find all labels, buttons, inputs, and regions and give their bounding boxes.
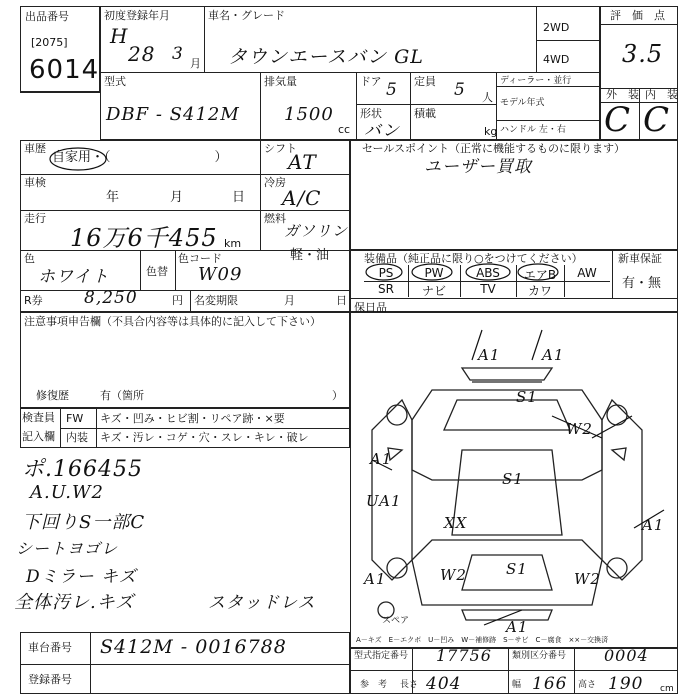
model-label: 型式 [104,75,126,88]
notes-label: 注意事項申告欄（不具合内容等は具体的に記入して下さい） [24,315,321,328]
warranty-options: 有・無 [622,276,662,291]
recycle-label: R券 [24,294,43,307]
damage-mark: S1 [502,470,524,488]
displacement-value: 1500 [284,104,334,125]
car-name-value: タウンエースバン GL [228,46,424,68]
recycle-unit: 円 [172,294,183,307]
recycle-value: 8,250 [84,288,138,308]
exterior-grade: C [604,100,632,140]
damage-mark: W2 [574,570,601,588]
drive-4wd: 4WD [543,53,570,66]
name-change-month: 月 [284,294,295,307]
first-reg-label: 初度登録年月 [104,9,170,22]
inspection-label: 車検 [24,176,46,189]
equip-ps: PS [378,266,394,280]
equip-pw: PW [424,266,444,280]
damage-mark: XX [444,514,468,532]
type-designation-value: 17756 [436,646,492,665]
ref-label: 参 考 [360,680,388,690]
shift-value: AT [288,150,317,174]
dealer-label: ディーラー・並行 [500,76,572,86]
inspection-day-unit: 日 [232,190,246,205]
class-label: 類別区分番号 [512,651,567,661]
height-value: 190 [608,674,644,694]
handle-label: ハンドル 左・右 [500,125,566,135]
width-value: 166 [532,674,568,694]
inspector-label-top: 検査員 [22,411,55,424]
chassis-value: S412M - 0016788 [100,636,287,658]
interior-label: 内 装 [645,88,678,101]
color-change-label: 色替 [146,265,168,278]
reg-label: 登録番号 [28,673,72,686]
equipment-label: 装備品（純正品に限り○をつけてください） [364,252,583,265]
capacity-unit: 人 [482,91,493,104]
equip-sr: SR [378,282,394,296]
fuel-value: ガソリン [284,222,349,240]
storage-date-label: 保日品 [354,301,387,314]
inspection-month-unit: 月 [170,190,184,205]
name-change-label: 名変期限 [194,294,238,307]
shape-label: 形状 [360,107,382,120]
displacement-label: 排気量 [264,75,297,88]
aircon-value: A/C [282,186,322,210]
first-reg-month-unit: 月 [190,57,201,70]
usage-circle [48,146,110,172]
height-label: 高さ [578,680,597,690]
damage-mark: A1 [370,450,393,468]
damage-mark: W2 [566,420,593,438]
lot-number-box [20,6,100,92]
selling-points-label: セールスポイント（正常に機能するものに限ります） [362,142,626,155]
inspector-label-bottom: 記入欄 [22,430,55,443]
class-value: 0004 [604,646,649,665]
capacity-label: 定員 [414,75,436,88]
load-label: 積載 [414,107,436,120]
width-label: 幅 [512,680,522,690]
damage-mark: A1 [542,346,565,364]
equip-airbag: エアB [523,268,557,282]
remark-line: 全体汚レ.キズ [14,592,135,613]
color-value: ホワイト [38,267,110,287]
lot-code: [2075] [31,36,68,49]
equipment-circles [360,262,560,284]
damage-mark: A1 [478,346,501,364]
score-value: 3.5 [622,40,664,68]
remark-line: A.U.W2 [30,482,104,503]
damage-mark: S1 [516,388,538,406]
score-label: 評 価 点 [610,9,665,22]
selling-points-value: ユーザー買取 [424,157,532,177]
first-reg-era: H [110,24,129,48]
door-label: ドア [360,75,382,88]
damage-mark: A1 [642,516,665,534]
inspector-row2-head: 内装 [66,431,88,444]
remark-line: Dミラー キズ [26,567,137,587]
remark-line: ポ.166455 [22,457,143,482]
damage-legend: A－キズ E－エクボ U－凹み W－補修跡 S－サビ C－腐食 ××－交換済 [356,636,609,644]
new-car-warranty-label: 新車保証 [618,252,662,265]
repair-label: 修復歴 [36,389,69,402]
color-code-label: 色コード [178,252,222,265]
damage-mark: S1 [506,560,528,578]
repair-value: 有（箇所 [100,389,144,402]
fuel-label: 燃料 [264,212,286,225]
shift-label: シフト [264,142,297,155]
dim-unit: cm [660,684,674,694]
inspector-row1-head: FW [66,412,84,425]
equip-navi: ナビ [421,284,446,298]
displacement-unit: cc [338,123,351,136]
load-unit: kg [484,125,498,138]
equip-abs: ABS [476,266,500,280]
shape-value: バン [364,121,400,141]
model-year-label: モデル年式 [500,98,545,108]
first-reg-year: 28 [128,42,156,66]
first-reg-month: 3 [172,44,184,64]
car-name-label: 車名・グレード [208,9,285,22]
damage-mark: A1 [506,618,529,636]
type-designation-label: 型式指定番号 [354,651,409,661]
lot-number-label: 出品番号 [25,10,69,23]
inspection-year-unit: 年 [106,190,120,205]
door-value: 5 [386,80,398,100]
color-code-value: W09 [198,264,243,285]
lot-number: 6014 [29,55,100,85]
chassis-label: 車台番号 [28,641,72,654]
inspector-row1-items: キズ・凹み・ヒビ割・リペア跡・×要 [100,412,285,425]
remark-extra: スタッドレス [208,593,316,613]
color-label: 色 [24,252,35,265]
mileage-value: 16万6千455 [70,224,218,252]
equip-leather: カワ [527,284,552,298]
fuel-alt: 軽・油 [290,248,330,263]
inspector-row2-items: キズ・汚レ・コゲ・穴・スレ・キレ・破レ [100,431,309,444]
damage-mark: W2 [440,566,467,584]
usage-label: 車歴 [24,142,46,155]
name-change-day: 日 [336,294,347,307]
equip-aw: AW [577,266,597,280]
interior-grade: C [643,100,671,140]
damage-mark: A1 [364,570,387,588]
model-value: DBF - S412M [106,104,240,125]
damage-mark: UA1 [366,492,402,510]
remark-line: 下回りS一部C [22,512,146,533]
remark-line: シートヨゴレ [16,539,119,558]
equip-tv: TV [480,282,496,296]
length-label: 長さ [400,680,419,690]
spare-label: スペア [382,616,410,626]
mileage-label: 走行 [24,212,46,225]
usage-value: 自家用・（ ） [52,150,228,165]
aircon-label: 冷房 [264,176,286,189]
repair-close: ） [332,389,343,402]
capacity-value: 5 [454,80,466,100]
mileage-unit: km [224,237,242,250]
drive-2wd: 2WD [543,21,570,34]
length-value: 404 [426,674,462,694]
exterior-label: 外 装 [606,88,639,101]
